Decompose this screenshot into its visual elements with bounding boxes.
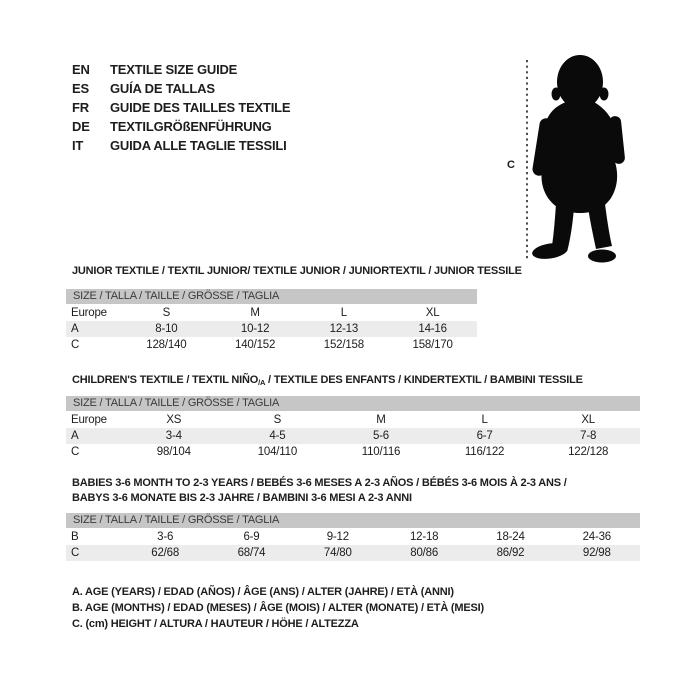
- size-cell: 68/74: [237, 547, 266, 559]
- section-title-babies: [72, 476, 567, 506]
- section-title-children: [72, 373, 583, 390]
- table-row-europe: [66, 305, 477, 321]
- size-cell: 92/98: [582, 547, 611, 559]
- size-cell: 6-9: [243, 531, 260, 543]
- size-header-bar: SIZE / TALLA / TAILLE / GRÖSSE / TAGLIA: [66, 513, 640, 528]
- size-cell: 5-6: [372, 430, 389, 442]
- row-label-cell: C: [71, 339, 80, 351]
- size-cell: 6-7: [476, 430, 493, 442]
- section-title-children-sub: /A: [258, 378, 266, 387]
- size-cell: 104/110: [257, 446, 298, 458]
- size-cell: 3-6: [157, 531, 174, 543]
- size-cell: 12-18: [409, 531, 439, 543]
- row-label-cell: A: [71, 323, 79, 335]
- height-label-c: C: [507, 159, 515, 171]
- size-cell: 12-13: [329, 323, 359, 335]
- baby-silhouette-icon: [498, 48, 648, 273]
- size-cell: M: [250, 307, 260, 319]
- note-height-cm: C. (cm) HEIGHT / ALTURA / HAUTEUR / HÖHE / ALTEZZA: [72, 618, 359, 630]
- size-cell: M: [376, 414, 386, 426]
- children-size-table: [66, 396, 640, 460]
- size-cell: 110/116: [361, 446, 401, 458]
- size-cell: 7-8: [580, 430, 597, 442]
- lang-label-es: GUÍA DE TALLAS: [110, 81, 215, 96]
- lang-row-es: [72, 79, 290, 98]
- legend-notes: [72, 584, 484, 632]
- section-title-children-post: / TEXTILE DES ENFANTS / KINDERTEXTIL / BAMBINI TESSILE: [265, 374, 583, 386]
- size-cell: 10-12: [240, 323, 270, 335]
- size-cell: S: [162, 307, 171, 319]
- size-cell: 24-36: [582, 531, 612, 543]
- language-header-block: [72, 60, 290, 155]
- junior-size-table: [66, 289, 477, 353]
- table-row-europe: [66, 412, 640, 428]
- size-cell: 8-10: [155, 323, 178, 335]
- size-cell: 86/92: [496, 547, 525, 559]
- table-row-height: [66, 444, 640, 460]
- size-header-bar: SIZE / TALLA / TAILLE / GRÖSSE / TAGLIA: [66, 289, 477, 304]
- size-cell: L: [340, 307, 347, 319]
- size-cell: 62/68: [151, 547, 180, 559]
- size-cell: 18-24: [496, 531, 525, 543]
- size-header-bar: SIZE / TALLA / TAILLE / GRÖSSE / TAGLIA: [66, 396, 640, 411]
- size-cell: 98/104: [156, 446, 191, 458]
- note-age-months: B. AGE (MONTHS) / EDAD (MESES) / ÂGE (MOIS) / ALTER (MONATE) / ETÀ (MESI): [72, 602, 484, 614]
- lang-row-fr: [72, 98, 290, 117]
- size-cell: 152/158: [323, 339, 364, 351]
- size-cell: 80/86: [410, 547, 439, 559]
- size-cell: 116/122: [464, 446, 505, 458]
- table-row-age: [66, 428, 640, 444]
- section-title-babies-line2: BABYS 3-6 MONATE BIS 2-3 JAHRE / BAMBINI 3-6 MESI A 2-3 ANNI: [72, 492, 412, 504]
- size-cell: 4-5: [269, 430, 286, 442]
- size-cell: 74/80: [323, 547, 352, 559]
- section-title-junior: JUNIOR TEXTILE / TEXTIL JUNIOR/ TEXTILE JUNIOR / JUNIORTEXTIL / JUNIOR TESSILE: [72, 265, 522, 277]
- lang-code-de: DE: [72, 119, 90, 134]
- size-cell: 122/128: [568, 446, 609, 458]
- size-cell: 158/170: [412, 339, 453, 351]
- table-row-age: [66, 321, 477, 337]
- lang-row-it: [72, 136, 290, 155]
- row-label-cell: Europe: [71, 307, 107, 319]
- size-cell: XL: [581, 414, 595, 426]
- size-cell: S: [273, 414, 282, 426]
- lang-label-de: TEXTILGRÖßENFÜHRUNG: [110, 119, 272, 134]
- table-row-height: [66, 337, 477, 353]
- size-cell: 14-16: [418, 323, 447, 335]
- row-label-cell: B: [71, 531, 79, 543]
- lang-label-fr: GUIDE DES TAILLES TEXTILE: [110, 100, 291, 115]
- lang-label-it: GUIDA ALLE TAGLIE TESSILI: [110, 138, 287, 153]
- lang-row-en: [72, 60, 290, 79]
- lang-label-en: TEXTILE SIZE GUIDE: [110, 62, 238, 77]
- size-cell: 9-12: [326, 531, 349, 543]
- lang-code-it: IT: [72, 138, 84, 153]
- table-row-age-months: [66, 529, 640, 545]
- table-row-height: [66, 545, 640, 561]
- lang-row-de: [72, 117, 290, 136]
- note-age-years: A. AGE (YEARS) / EDAD (AÑOS) / ÂGE (ANS) / ALTER (JAHRE) / ETÀ (ANNI): [72, 586, 454, 598]
- row-label-cell: C: [71, 547, 80, 559]
- row-label-cell: A: [71, 430, 79, 442]
- baby-silhouette: [531, 55, 625, 263]
- lang-code-es: ES: [72, 81, 89, 96]
- size-cell: 140/152: [235, 339, 276, 351]
- size-cell: 3-4: [165, 430, 182, 442]
- baby-figure: [498, 48, 648, 273]
- lang-code-en: EN: [72, 62, 90, 77]
- lang-code-fr: FR: [72, 100, 89, 115]
- size-cell: XL: [425, 307, 440, 319]
- size-cell: XS: [166, 414, 182, 426]
- babies-size-table: [66, 513, 640, 561]
- row-label-cell: C: [71, 446, 80, 458]
- size-cell: L: [481, 414, 488, 426]
- row-label-cell: Europe: [71, 414, 107, 426]
- section-title-children-pre: CHILDREN'S TEXTILE / TEXTIL NIÑO: [72, 374, 259, 386]
- size-cell: 128/140: [146, 339, 187, 351]
- section-title-babies-line1: BABIES 3-6 MONTH TO 2-3 YEARS / BEBÉS 3-6 MESES A 2-3 AÑOS / BÉBÉS 3-6 MOIS À 2-3 ANS /: [72, 477, 567, 489]
